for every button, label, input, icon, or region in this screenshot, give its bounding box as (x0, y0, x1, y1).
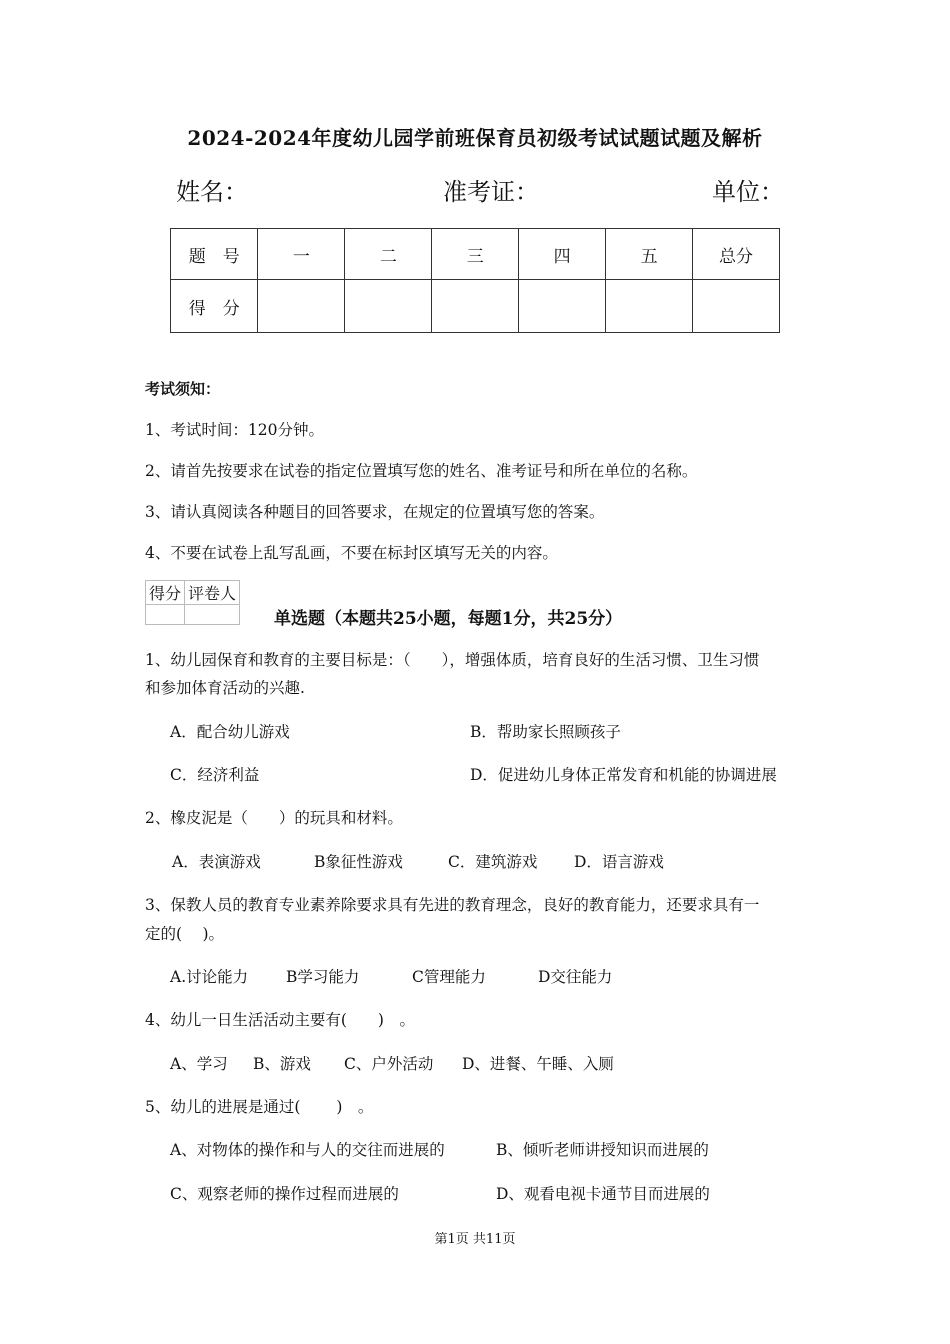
question-1-option-b: B．帮助家长照顾孩子 (470, 723, 621, 741)
question-5-option-b: B、倾听老师讲授知识而进展的 (496, 1141, 709, 1159)
notice-item: 4、不要在试卷上乱写乱画，不要在标封区填写无关的内容。 (145, 544, 558, 562)
question-4-option-a: A、学习 (170, 1055, 228, 1073)
score-header-cell: 三 (432, 229, 519, 280)
grader-score-cell[interactable] (146, 605, 185, 625)
page-footer: 第1页 共11页 (434, 1232, 516, 1247)
score-header-cell: 二 (345, 229, 432, 280)
score-cell[interactable] (345, 280, 432, 333)
notice-item: 1、考试时间：120分钟。 (145, 421, 324, 439)
question-4-option-c: C、户外活动 (344, 1055, 434, 1073)
question-5-text: 5、幼儿的进展是通过( ) 。 (145, 1098, 374, 1116)
score-table-value-row (171, 280, 780, 333)
score-header-cell: 总分 (693, 229, 780, 280)
score-table-header-row (171, 229, 780, 280)
question-4-text: 4、幼儿一日生活活动主要有( ) 。 (145, 1011, 415, 1029)
question-1-option-c: C．经济利益 (170, 766, 260, 784)
name-field-label: 姓名： (176, 178, 248, 206)
question-3-option-a: A.讨论能力 (170, 968, 249, 986)
grader-reviewer-cell[interactable] (185, 605, 240, 625)
question-4-option-b: B、游戏 (253, 1055, 311, 1073)
grader-box (145, 580, 240, 625)
document-title: 2024-2024年度幼儿园学前班保育员初级考试试题试题及解析 (187, 126, 763, 150)
question-2-text: 2、橡皮泥是（ ）的玩具和材料。 (145, 809, 403, 827)
question-2-option-a: A．表演游戏 (172, 853, 261, 871)
notice-item: 3、请认真阅读各种题目的回答要求，在规定的位置填写您的答案。 (145, 503, 605, 521)
question-1-text: 1、幼儿园保育和教育的主要目标是：（ ），增强体质，培育良好的生活习惯、卫生习惯 (145, 651, 760, 669)
score-header-cell: 题 号 (171, 229, 258, 280)
score-cell[interactable] (519, 280, 606, 333)
grader-score-label: 得分 (146, 581, 185, 605)
question-5-option-a: A、对物体的操作和与人的交往而进展的 (170, 1141, 445, 1159)
section-title: 单选题（本题共25小题，每题1分，共25分） (274, 609, 623, 629)
unit-field-label: 单位： (712, 178, 784, 206)
score-cell[interactable] (258, 280, 345, 333)
notice-item: 2、请首先按要求在试卷的指定位置填写您的姓名、准考证号和所在单位的名称。 (145, 462, 698, 480)
question-3-text-cont: 定的( )。 (145, 925, 225, 943)
question-4-option-d: D、进餐、午睡、入厕 (462, 1055, 614, 1073)
score-header-cell: 四 (519, 229, 606, 280)
question-3-option-c: C管理能力 (412, 968, 486, 986)
notice-heading: 考试须知： (145, 380, 221, 398)
exam-number-field-label: 准考证： (443, 178, 539, 206)
score-header-cell: 一 (258, 229, 345, 280)
question-2-option-b: B象征性游戏 (314, 853, 403, 871)
question-5-option-d: D、观看电视卡通节目而进展的 (496, 1185, 710, 1203)
score-row-label: 得 分 (171, 280, 258, 333)
question-3-option-d: D交往能力 (538, 968, 613, 986)
score-cell[interactable] (432, 280, 519, 333)
question-2-option-d: D．语言游戏 (574, 853, 664, 871)
grader-reviewer-label: 评卷人 (185, 581, 240, 605)
question-1-option-a: A．配合幼儿游戏 (170, 723, 290, 741)
score-cell[interactable] (606, 280, 693, 333)
question-5-option-c: C、观察老师的操作过程而进展的 (170, 1185, 399, 1203)
score-cell[interactable] (693, 280, 780, 333)
score-table (170, 228, 780, 333)
question-3-text: 3、保教人员的教育专业素养除要求具有先进的教育理念，良好的教育能力，还要求具有一 (145, 896, 760, 914)
question-1-option-d: D．促进幼儿身体正常发育和机能的协调进展 (470, 766, 777, 784)
question-1-text-cont: 和参加体育活动的兴趣. (145, 679, 305, 697)
question-2-option-c: C．建筑游戏 (448, 853, 538, 871)
question-3-option-b: B学习能力 (286, 968, 360, 986)
score-header-cell: 五 (606, 229, 693, 280)
